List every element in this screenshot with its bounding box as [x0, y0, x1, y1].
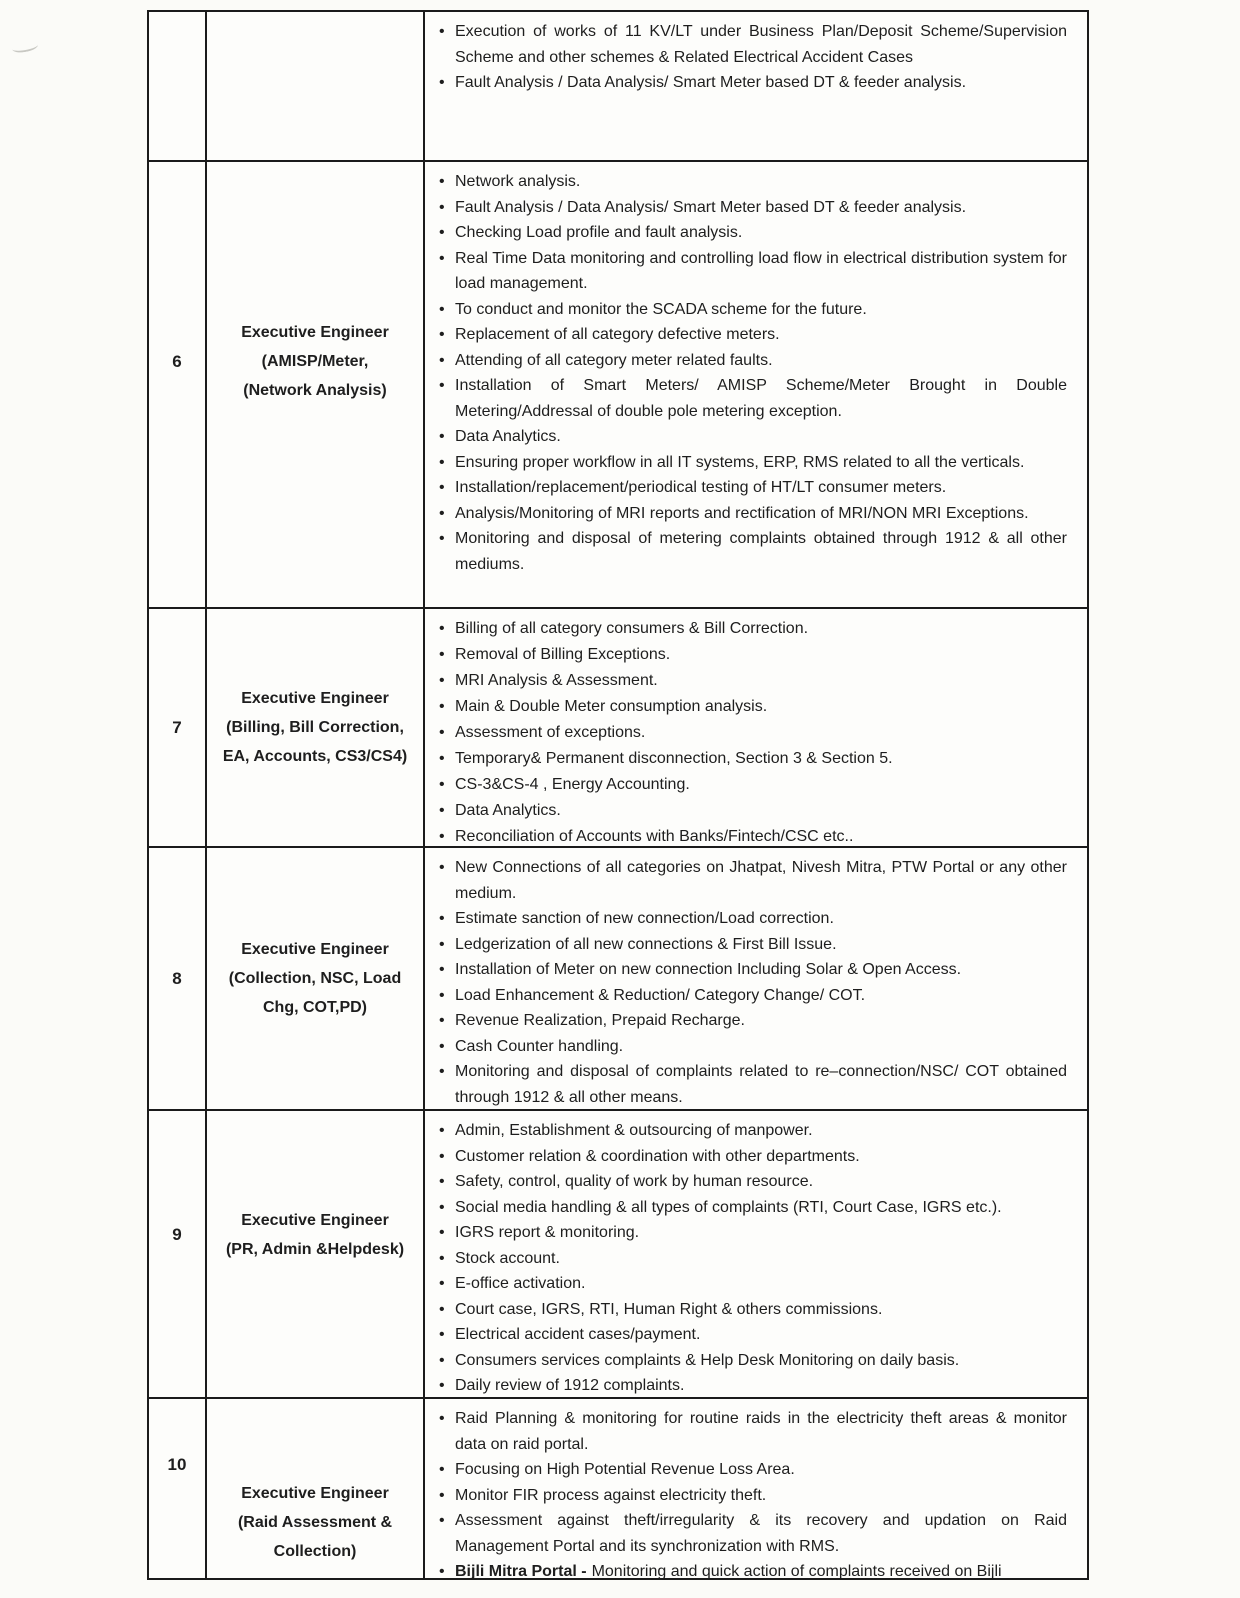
duty-item	[438, 424, 1067, 450]
duty-item	[438, 1144, 1067, 1170]
duty-text: Admin, Establishment & outsourcing of manpower.	[455, 1122, 813, 1139]
scan-artifact	[11, 40, 38, 54]
duty-text: Revenue Realization, Prepaid Recharge.	[455, 1012, 745, 1029]
duty-item	[438, 957, 1067, 983]
duty-text: Estimate sanction of new connection/Load correction.	[455, 910, 834, 927]
duty-text: Billing of all category consumers & Bill Correction.	[455, 620, 809, 637]
duty-text: Social media handling & all types of complaints (RTI, Court Case, IGRS etc.).	[455, 1198, 1002, 1216]
duty-text: Raid Planning & monitoring for routine raids in the electricity theft areas & monitor data on raid portal.	[455, 1410, 1067, 1453]
duties-list	[438, 1118, 1067, 1397]
duty-item	[438, 855, 1067, 906]
duty-item	[438, 1271, 1067, 1297]
duty-text: Execution of works of 11 KV/LT under Business Plan/Deposit Scheme/Supervision Scheme and other schemes & Related Electrical Accident Cases	[455, 23, 1067, 66]
duties-list	[438, 169, 1067, 577]
duty-item	[438, 1118, 1067, 1144]
duties-list	[438, 19, 1067, 96]
duty-text: Ledgerization of all new connections & First Bill Issue.	[455, 935, 837, 953]
duty-text: To conduct and monitor the SCADA scheme for the future.	[455, 300, 867, 318]
duty-item	[438, 475, 1067, 501]
duty-text: Real Time Data monitoring and controlling load flow in electrical distribution system for load management.	[455, 249, 1067, 292]
row-number: 6	[172, 351, 182, 371]
duty-text: Court case, IGRS, RTI, Human Right & others commissions.	[455, 1300, 883, 1318]
table-row	[149, 1397, 1087, 1578]
row-number: 10	[167, 1455, 187, 1474]
duty-text: E-office activation.	[455, 1275, 586, 1292]
duty-item	[438, 1348, 1067, 1374]
designation-line: Executive Engineer	[241, 941, 389, 958]
designation-line: Executive Engineer	[241, 1212, 389, 1229]
duties-cell	[423, 1399, 1087, 1578]
duty-bold-prefix: Bijli Mitra Portal -	[455, 1563, 587, 1578]
duty-item	[438, 1008, 1067, 1034]
duty-text: Daily review of 1912 complaints.	[455, 1377, 685, 1394]
duties-list	[438, 616, 1067, 846]
duty-item	[438, 824, 1067, 846]
duty-item	[438, 668, 1067, 694]
duty-item	[438, 1169, 1067, 1195]
duty-item	[438, 772, 1067, 798]
table-row	[149, 846, 1087, 1109]
duty-text: Ensuring proper workflow in all IT systems, ERP, RMS related to all the verticals.	[455, 453, 1025, 471]
designation-line: Executive Engineer	[241, 324, 389, 341]
row-number: 9	[172, 1225, 182, 1244]
duty-item	[438, 1406, 1067, 1457]
duty-item	[438, 1195, 1067, 1221]
designation-cell	[205, 162, 423, 607]
table-row	[149, 160, 1087, 607]
duty-item	[438, 642, 1067, 668]
duty-text: Installation/replacement/periodical testing of HT/LT consumer meters.	[455, 479, 947, 496]
duty-item	[438, 906, 1067, 932]
table-row	[149, 607, 1087, 846]
duty-item	[438, 526, 1067, 577]
duty-text: Customer relation & coordination with other departments.	[455, 1147, 860, 1165]
designation-cell	[205, 1111, 423, 1397]
duty-text: Stock account.	[455, 1249, 560, 1267]
duties-table	[147, 10, 1089, 1580]
duty-item	[438, 450, 1067, 476]
designation-line: Executive Engineer	[241, 1485, 389, 1502]
duty-item	[438, 1559, 1067, 1578]
duty-text: Cash Counter handling.	[455, 1037, 624, 1055]
duty-item	[438, 348, 1067, 374]
duties-cell	[423, 1111, 1087, 1397]
designation-cell	[205, 12, 423, 160]
duty-text: Assessment of exceptions.	[455, 724, 646, 741]
duty-text: Monitoring and disposal of metering complaints obtained through 1912 & all other mediums.	[455, 530, 1067, 573]
duty-text: Network analysis.	[455, 173, 581, 190]
duty-text: Data Analytics.	[455, 428, 561, 445]
designation-line: (Network Analysis)	[243, 382, 387, 399]
designation-line: (PR, Admin &Helpdesk)	[225, 1241, 405, 1258]
duty-item	[438, 720, 1067, 746]
duties-cell	[423, 609, 1087, 846]
duty-text: CS-3&CS-4 , Energy Accounting.	[455, 776, 690, 793]
duty-item	[438, 798, 1067, 824]
duty-text: MRI Analysis & Assessment.	[455, 672, 658, 689]
duty-text: Fault Analysis / Data Analysis/ Smart Meter based DT & feeder analysis.	[455, 198, 967, 216]
designation-line: (Raid Assessment &	[237, 1514, 393, 1531]
duty-item	[438, 220, 1067, 246]
row-number	[149, 12, 205, 160]
duties-cell	[423, 848, 1087, 1109]
duties-list	[438, 1406, 1067, 1578]
duty-item	[438, 70, 1067, 96]
duty-item	[438, 297, 1067, 323]
duty-item	[438, 195, 1067, 221]
duty-text: Data Analytics.	[455, 802, 561, 819]
duty-text: IGRS report & monitoring.	[455, 1224, 640, 1241]
designation-line: EA, Accounts, CS3/CS4)	[222, 748, 408, 765]
table-row	[149, 12, 1087, 160]
duty-item	[438, 19, 1067, 70]
duty-text: Fault Analysis / Data Analysis/ Smart Meter based DT & feeder analysis.	[455, 74, 967, 91]
duty-text: Removal of Billing Exceptions.	[455, 646, 671, 663]
duty-item	[438, 169, 1067, 195]
duty-item	[438, 1220, 1067, 1246]
designation-line: Chg, COT,PD)	[263, 999, 367, 1016]
row-number: 7	[172, 717, 182, 737]
duty-text: Temporary& Permanent disconnection, Section 3 & Section 5.	[455, 750, 893, 767]
duties-cell	[423, 12, 1087, 160]
duties-list	[438, 855, 1067, 1109]
duty-item	[438, 501, 1067, 527]
duties-cell	[423, 162, 1087, 607]
duty-text: Attending of all category meter related faults.	[455, 351, 773, 369]
designation-cell	[205, 609, 423, 846]
duty-item	[438, 746, 1067, 772]
duty-text: Load Enhancement & Reduction/ Category Change/ COT.	[455, 986, 866, 1004]
duty-item	[438, 1457, 1067, 1483]
duty-text: Replacement of all category defective meters.	[455, 326, 780, 343]
duty-item	[438, 1297, 1067, 1323]
duty-item	[438, 694, 1067, 720]
designation-line: Collection)	[273, 1543, 357, 1560]
designation-line: (Collection, NSC, Load	[228, 970, 402, 987]
duty-item	[438, 246, 1067, 297]
duty-item	[438, 1483, 1067, 1509]
duty-item	[438, 616, 1067, 642]
duty-text: Consumers services complaints & Help Desk Monitoring on daily basis.	[455, 1351, 960, 1369]
designation-line: (Billing, Bill Correction,	[226, 719, 404, 736]
duty-item	[438, 1246, 1067, 1272]
duty-item	[438, 1322, 1067, 1348]
duty-item	[438, 373, 1067, 424]
duty-text: Installation of Meter on new connection Including Solar & Open Access.	[455, 961, 962, 978]
duty-item	[438, 1059, 1067, 1109]
duty-text: Analysis/Monitoring of MRI reports and rectification of MRI/NON MRI Exceptions.	[455, 504, 1029, 522]
duty-item	[438, 932, 1067, 958]
duty-text: Monitoring and quick action of complaints received on Bijli	[591, 1563, 1002, 1578]
duty-text: Assessment against theft/irregularity & its recovery and updation on Raid Management Portal and its synchronization with RMS.	[455, 1512, 1067, 1555]
duty-item	[438, 1508, 1067, 1559]
designation-line: (AMISP/Meter,	[261, 353, 369, 370]
table-row	[149, 1109, 1087, 1397]
designation-cell	[205, 1399, 423, 1578]
designation-line: Executive Engineer	[241, 690, 389, 707]
duty-text: New Connections of all categories on Jhatpat, Nivesh Mitra, PTW Portal or any other medium.	[455, 859, 1067, 902]
duty-text: Electrical accident cases/payment.	[455, 1326, 701, 1343]
duty-item	[438, 1034, 1067, 1060]
duty-text: Focusing on High Potential Revenue Loss Area.	[455, 1461, 795, 1478]
duty-text: Main & Double Meter consumption analysis.	[455, 698, 768, 715]
duty-item	[438, 1373, 1067, 1397]
duty-item	[438, 983, 1067, 1009]
row-number: 8	[172, 968, 182, 988]
duty-text: Reconciliation of Accounts with Banks/Fintech/CSC etc..	[455, 828, 854, 845]
duty-text: Safety, control, quality of work by human resource.	[455, 1173, 814, 1190]
designation-cell	[205, 848, 423, 1109]
duty-item	[438, 322, 1067, 348]
duty-text: Monitor FIR process against electricity theft.	[455, 1486, 767, 1504]
duty-text: Monitoring and disposal of complaints related to re–connection/NSC/ COT obtained through 1912 & all other means.	[455, 1063, 1067, 1106]
duty-text: Checking Load profile and fault analysis.	[455, 224, 743, 241]
duty-text: Installation of Smart Meters/ AMISP Scheme/Meter Brought in Double Metering/Addressal of double pole metering exception.	[455, 377, 1067, 420]
